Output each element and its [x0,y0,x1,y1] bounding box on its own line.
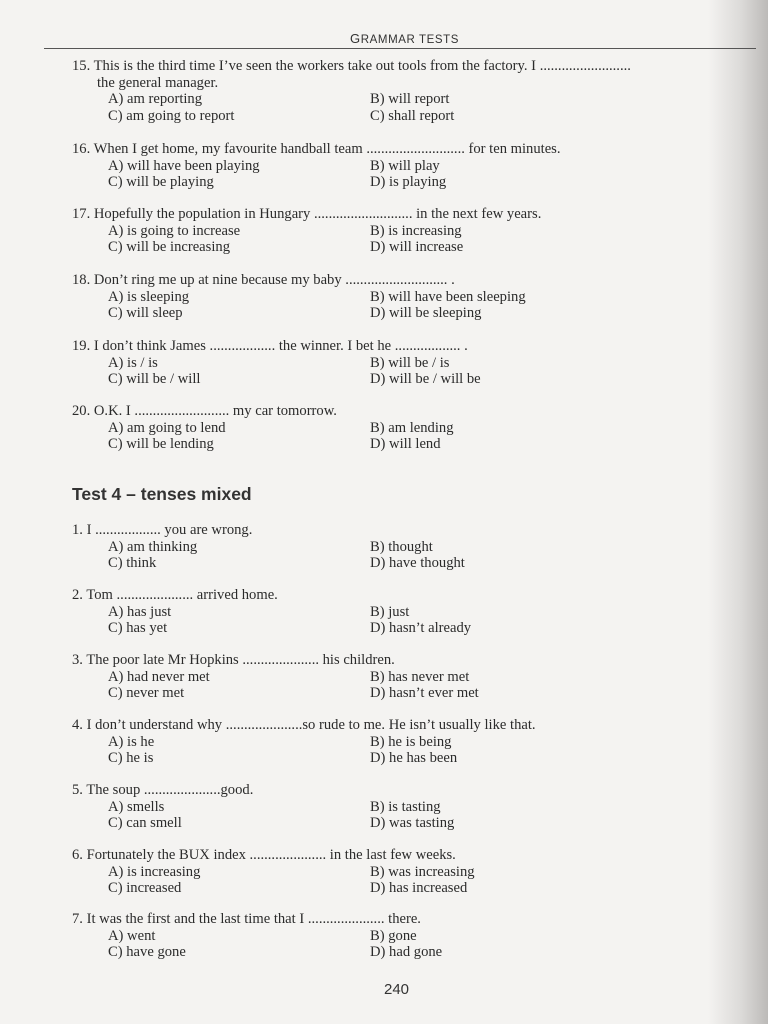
option-d: D) has increased [370,880,468,896]
question-stem: 2. Tom ..................... arrived home. [72,587,278,603]
question-stem: 5. The soup .....................good. [72,782,254,798]
question-stem: 1. I .................. you are wrong. [72,522,253,538]
option-b: B) thought [370,538,433,555]
question-19 [72,338,712,388]
question-stem: 18. Don’t ring me up at nine because my baby ............................ . [72,272,455,288]
question-stem: 17. Hopefully the population in Hungary ........................... in the next few years. [72,206,542,222]
option-a: A) am thinking [108,538,198,555]
option-b: B) has never met [370,668,470,685]
question-stem: 19. I don’t think James .................. the winner. I bet he .................. . [72,338,468,354]
question-stem: 16. When I get home, my favourite handball team ........................... for ten minutes. [72,141,561,157]
question-15 [72,58,712,124]
test4-question-4 [72,717,712,767]
option-d: D) was tasting [370,815,455,831]
option-c: C) think [108,555,157,571]
question-stem: 3. The poor late Mr Hopkins ..................... his children. [72,652,395,668]
question-stem: 4. I don’t understand why .....................so rude to me. He isn’t usually like that. [72,717,536,733]
option-d: D) had gone [370,944,443,960]
option-b: B) gone [370,927,417,944]
option-c: C) have gone [108,944,186,960]
option-c: C) can smell [108,815,182,831]
option-a: A) had never met [108,668,210,685]
option-a: A) is going to increase [108,222,241,239]
option-d: D) is playing [370,174,447,190]
question-18 [72,272,712,322]
section-heading: Test 4 – tenses mixed [72,484,252,504]
option-a: A) is increasing [108,863,201,880]
option-d: D) have thought [370,555,465,571]
option-c: C) will be lending [108,436,214,452]
test4-question-2 [72,587,712,637]
option-a: A) went [108,927,156,944]
question-stem-continued: the general manager. [97,74,219,91]
option-b: B) was increasing [370,863,475,880]
option-d: D) hasn’t ever met [370,685,479,701]
option-d: D) will be / will be [370,371,481,387]
option-d: D) will lend [370,436,441,452]
test4-question-5 [72,782,712,832]
option-c: C) will sleep [108,305,183,321]
question-stem: 15. This is the third time I’ve seen the workers take out tools from the factory. I ......................... [72,58,631,74]
option-b: B) will be / is [370,354,450,371]
option-a: A) am going to lend [108,419,226,436]
question-16 [72,141,712,191]
option-c: C) will be / will [108,371,201,387]
running-header: GRAMMAR TESTS [350,31,460,46]
option-a: A) smells [108,798,165,815]
option-c: C) increased [108,880,182,896]
question-20 [72,403,712,453]
option-a: A) is sleeping [108,288,190,305]
option-b: B) am lending [370,419,454,436]
option-c: C) has yet [108,620,168,636]
option-b: B) he is being [370,733,452,750]
option-d: D) will be sleeping [370,305,482,321]
question-stem: 6. Fortunately the BUX index ..................... in the last few weeks. [72,847,456,863]
option-a: A) will have been playing [108,157,260,174]
option-d: C) shall report [370,107,455,124]
test4-question-3 [72,652,712,702]
option-d: D) will increase [370,239,464,255]
option-b: B) will report [370,91,450,107]
option-c: C) am going to report [108,107,235,124]
option-a: A) am reporting [108,91,203,107]
option-b: B) will play [370,157,440,174]
page-edge-shadow [708,0,768,1024]
option-b: B) is increasing [370,222,462,239]
option-c: C) he is [108,750,154,766]
option-d: D) hasn’t already [370,620,472,636]
page-number: 240 [384,981,410,998]
option-c: C) never met [108,685,185,701]
option-c: C) will be playing [108,174,214,190]
test4-question-1 [72,522,712,572]
test4-question-6 [72,847,712,897]
test4-question-7 [72,911,712,961]
option-b: B) is tasting [370,798,441,815]
option-a: A) is he [108,733,155,750]
option-a: A) has just [108,603,172,620]
header-rule [44,48,756,49]
option-c: C) will be increasing [108,239,230,255]
option-b: B) will have been sleeping [370,288,526,305]
question-stem: 7. It was the first and the last time that I ..................... there. [72,911,421,927]
question-stem: 20. O.K. I .......................... my car tomorrow. [72,403,337,419]
option-a: A) is / is [108,354,158,371]
option-d: D) he has been [370,750,458,766]
option-b: B) just [370,603,410,620]
question-17 [72,206,712,256]
